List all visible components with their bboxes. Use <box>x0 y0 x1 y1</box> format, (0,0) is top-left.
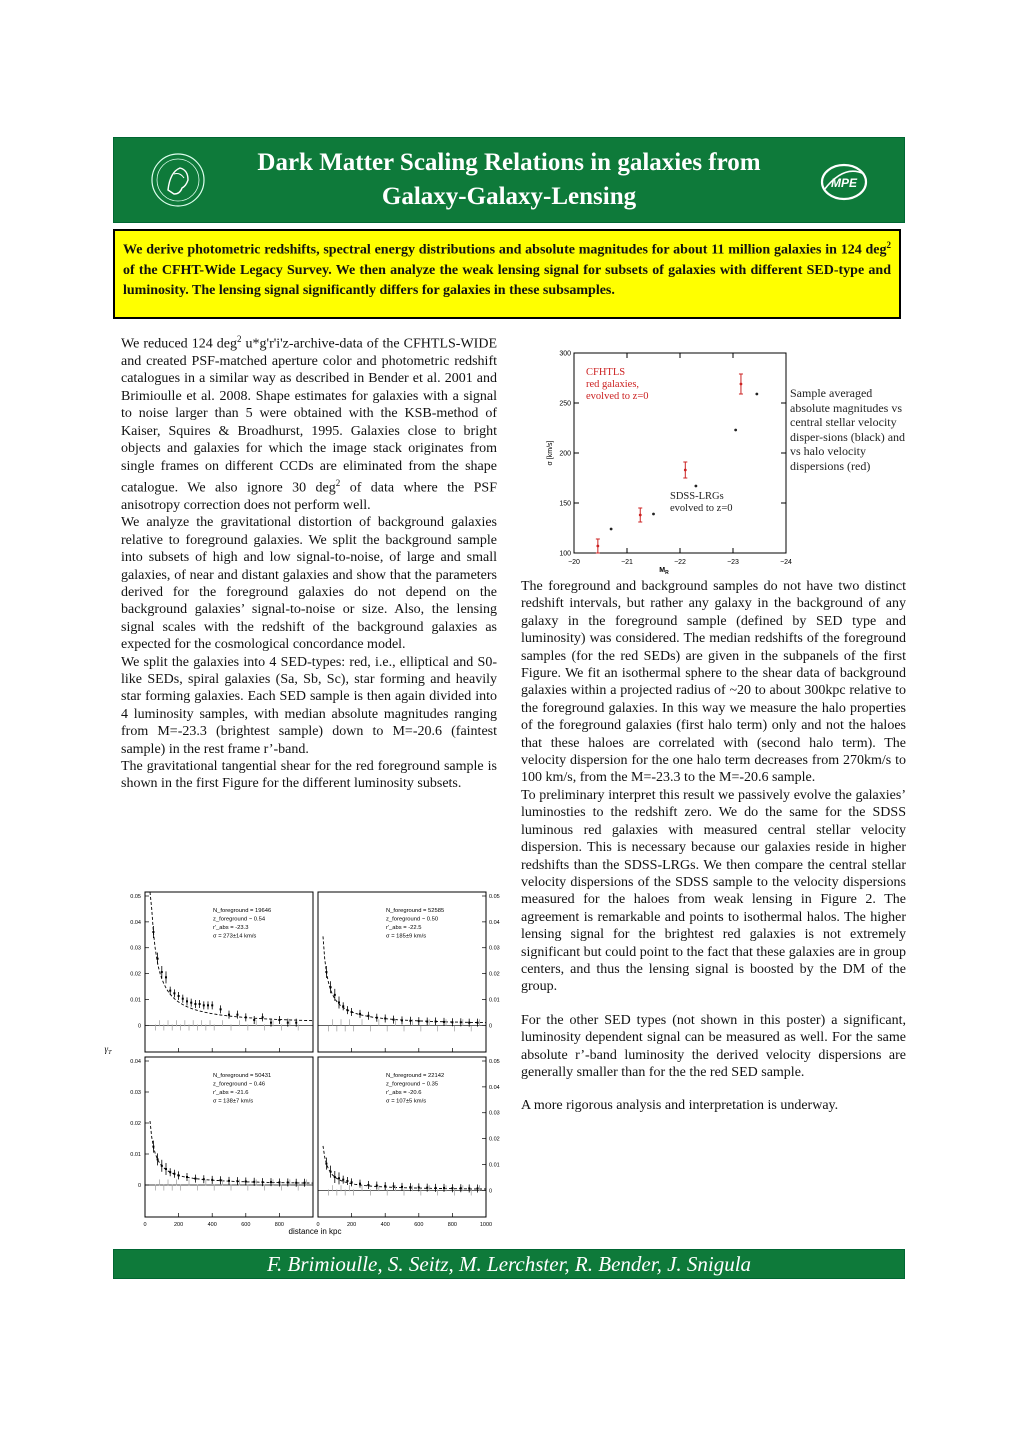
title-line-2: Galaxy-Galaxy-Lensing <box>381 183 637 210</box>
fig1-point <box>338 1177 340 1179</box>
fig2-xtick-label: −21 <box>621 559 633 566</box>
fig1-point <box>346 1009 348 1011</box>
left-paragraph-2: We analyze the gravitational distortion of background galaxies relative to foreground galaxies. We split the background sample into subsets of high and low signal-to-noise, of large and small galaxies, of near and distant galaxies and show that the parameters derived for the foreground galaxies do not depend on the background galaxies’ signal-to-noise or size. Also, the lensing signal scales with the redshift of the background galaxies as expected for the cosmological concordance model. <box>121 515 497 653</box>
fig1-xtick-label: 1000 <box>479 1222 493 1228</box>
fig1-point <box>169 1171 171 1173</box>
fig2-xlabel-sub: R <box>665 570 669 576</box>
fig1-point <box>236 1014 238 1016</box>
fig1-ytick-right-label: 0.02 <box>489 971 500 978</box>
fig1-panel-1 <box>130 892 313 1052</box>
abstract-text-b: of the CFHT-Wide Legacy Survey. We then analyze the weak lensing signal for subsets of galaxies with different SED-type and luminosity. The lensing signal significantly differs for galaxies in these subsamples. <box>123 262 891 298</box>
shear-profile-chart <box>100 882 520 1238</box>
fig2-point-cfhtls <box>684 469 687 472</box>
fig1-point <box>426 1187 428 1189</box>
fig1-xlabel: distance in kpc <box>288 1227 342 1236</box>
fig1-panel-2 <box>318 892 500 1052</box>
fig1-xtick-label: 400 <box>380 1222 390 1228</box>
fig1-point <box>468 1187 470 1189</box>
fig1-xtick-label: 400 <box>207 1222 217 1228</box>
fig1-point <box>443 1021 445 1023</box>
fig1-point <box>157 1158 159 1160</box>
fig1-point <box>270 1181 272 1183</box>
fig1-ytick-label: 0.01 <box>130 997 141 1004</box>
fig1-point <box>228 1180 230 1182</box>
abstract-box <box>113 229 901 319</box>
fig2-labels <box>547 351 792 577</box>
fig1-info-line: N_foreground = 19646 <box>213 908 272 914</box>
mpe-logo-icon <box>818 160 870 204</box>
fig1-point <box>330 1171 332 1173</box>
left-paragraph-3: We split the galaxies into 4 SED-types: red, i.e., elliptical and S0-like SEDs, spiral galaxies (Sa, Sb, Sc), star forming and heavily star forming galaxies. Each SED sample is then again divided into 4 luminosity samples, with median absolute magnitudes ranging from M=-23.3 (brightest sample) down to M=-20.6 (faintest sample) in the rest frame r’-band. <box>121 654 497 757</box>
left-p1-b: u*g'r'i'z-archive-data of the CFHTLS-WIDE and created PSF-matched aperture color and photometric redshift catalogues in a similar way as described in Bender et al. 2001 and Brimioulle et al. 2008. Shape estimates for galaxies with a signal to noise larger than 5 were obtained with the KSB-method of Kaiser, Squires & Broadhurst, 1995. Galaxies close to bright objects and galaxies for which the image stack originates from single frames on different CCDs are eliminated from the shape catalogue. We also ignore 30 deg <box>121 336 497 496</box>
fig1-point <box>203 1004 205 1006</box>
fig1-point <box>376 1185 378 1187</box>
fig2-xtick-label: −23 <box>727 559 739 566</box>
fig1-point <box>426 1021 428 1023</box>
fig1-point <box>393 1185 395 1187</box>
fig1-point <box>253 1019 255 1021</box>
fig1-point <box>262 1181 264 1183</box>
fig1-point <box>451 1021 453 1023</box>
fig1-ytick-label: 0.03 <box>130 1090 141 1096</box>
fig1-point <box>270 1022 272 1024</box>
fig2-annotation-black: evolved to z=0 <box>670 503 733 514</box>
fig2-xlabel: $M_R$ <box>659 567 669 576</box>
fig2-annotation-red: evolved to z=0 <box>586 391 649 402</box>
fig1-point <box>152 931 154 933</box>
fig1-xtick-label: 600 <box>414 1222 424 1228</box>
fig2-caption: Sample averaged absolute magnitudes vs central stellar velocity disper-sions (black) and vs halo velocity dispersions (red) <box>790 386 906 473</box>
fig1-info-line: z_foreground ~ 0.50 <box>386 916 439 923</box>
fig1-ytick-right-label: 0.01 <box>489 997 500 1004</box>
fig1-xtick-label: 200 <box>174 1222 184 1228</box>
left-column <box>121 331 497 793</box>
fig1-point <box>330 986 332 988</box>
fig1-point <box>435 1021 437 1023</box>
fig1-info-line: σ = 273±14 km/s <box>213 933 257 940</box>
fig2-ytick-label: 100 <box>559 550 571 558</box>
fig1-ylabel: $\gamma_T$ <box>104 1044 112 1056</box>
fig1-ytick-label: 0.04 <box>130 919 141 926</box>
fig1-point <box>236 1180 238 1182</box>
poster-header <box>113 137 905 223</box>
fig1-ytick-right-label: 0.05 <box>489 1059 500 1065</box>
fig1-point <box>169 990 171 992</box>
fig1-ytick-right-label: 0.01 <box>489 1162 500 1169</box>
fig2-xtick-label: −20 <box>568 559 580 566</box>
fig1-point <box>228 1014 230 1016</box>
fig1-point <box>190 1002 192 1004</box>
fig1-point <box>451 1187 453 1189</box>
fig1-ytick-label: 0 <box>137 1183 141 1189</box>
fig2-ytick-label: 250 <box>559 400 571 408</box>
fig1-point <box>338 1001 340 1003</box>
fig2-xtick-label: −24 <box>780 559 792 566</box>
fig2-annotation-red: CFHTLS <box>586 367 626 378</box>
fig1-info-line: z_foreground ~ 0.35 <box>386 1081 439 1088</box>
fig1-point <box>173 992 175 994</box>
fig1-point <box>165 1168 167 1170</box>
fig1-point <box>173 1173 175 1175</box>
abstract-sup: 2 <box>886 240 891 250</box>
fig2-point-sdss <box>610 528 613 531</box>
fig1-ytick-label: 0.04 <box>130 1059 141 1065</box>
fig1-point <box>334 994 336 996</box>
fig2-annotation-black: SDSS-LRGs <box>670 491 724 502</box>
fig1-point <box>203 1178 205 1180</box>
fig1-panels <box>105 892 500 1236</box>
left-p1-sup1: 2 <box>237 334 242 344</box>
fig2-point-sdss <box>695 485 698 488</box>
fig1-info-line: σ = 107±5 km/s <box>386 1098 427 1105</box>
fig1-point <box>304 1182 306 1184</box>
fig1-point <box>334 1176 336 1178</box>
left-p1-sup2: 2 <box>335 477 341 488</box>
fig1-point <box>245 1016 247 1018</box>
fig1-point <box>468 1022 470 1024</box>
fig1-point <box>207 1004 209 1006</box>
fig1-point <box>359 1183 361 1185</box>
fig1-panel-3 <box>130 1057 313 1228</box>
title-line-1: Dark Matter Scaling Relations in galaxies from <box>257 149 761 176</box>
fig1-point <box>278 1181 280 1183</box>
right-paragraph-2: To preliminary interpret this result we passively evolve the galaxies’ luminosties to the redshift zero. We do the same for the SDSS luminous red galaxies with measured central stellar velocity dispersion. This is necessary because our galaxies reside in higher redshifts than the SDSS-LRGs. We then compare the central stellar velocity dispersions of the SDSS sample to the velocity dispersions measured for the haloes from weak lensing in Figure 2. The agreement is remarkable and points to isothermal halos. The higher lensing signal for the brightest red galaxies is not extremely significant but could point to the fact that these galaxies are in group centers, and thus the lensing signal is boosted by the DM of the group. <box>521 787 906 995</box>
fig1-point <box>287 1181 289 1183</box>
fig1-info-line: σ = 185±9 km/s <box>386 933 427 940</box>
fig1-point <box>194 1003 196 1005</box>
fig1-point <box>157 958 159 960</box>
fig1-ytick-right-label: 0.04 <box>489 1084 500 1091</box>
fig1-xtick-label: 800 <box>447 1222 457 1228</box>
fig1-point <box>367 1184 369 1186</box>
fig1-ytick-right-label: 0 <box>489 1023 493 1030</box>
fig1-point <box>325 971 327 973</box>
fig1-point <box>295 1182 297 1184</box>
right-paragraph-4: A more rigorous analysis and interpretation is underway. <box>521 1098 839 1114</box>
fig1-info-line: N_foreground = 22142 <box>386 1073 445 1079</box>
fig1-point <box>178 995 180 997</box>
fig1-ytick-right-label: 0.04 <box>489 919 500 926</box>
fig1-point <box>443 1187 445 1189</box>
left-paragraph-1 <box>121 331 497 514</box>
fig1-point <box>346 1180 348 1182</box>
fig1-point <box>351 1011 353 1013</box>
fig1-info-line: r'_abs = -21.6 <box>213 1090 249 1096</box>
fig1-xtick-label: 600 <box>241 1222 251 1228</box>
fig2-xtick-label: −22 <box>674 559 686 566</box>
fig1-point <box>418 1186 420 1188</box>
fig1-point <box>384 1185 386 1187</box>
fig1-ytick-right-label: 0.05 <box>489 894 500 900</box>
fig1-ytick-label: 0.03 <box>130 945 141 952</box>
fig2-point-cfhtls <box>639 514 642 517</box>
fig1-point <box>460 1021 462 1023</box>
fig1-point <box>278 1019 280 1021</box>
fig1-point <box>401 1019 403 1021</box>
fig1-info-line: z_foreground ~ 0.46 <box>213 1081 266 1088</box>
fig1-point <box>477 1022 479 1024</box>
fig1-point <box>460 1187 462 1189</box>
fig1-ylabel-sub: T <box>108 1050 112 1056</box>
fig1-point <box>367 1015 369 1017</box>
fig1-point <box>199 1003 201 1005</box>
fig1-point <box>220 1179 222 1181</box>
fig1-point <box>178 1174 180 1176</box>
fig1-ytick-label: 0.02 <box>130 1121 141 1127</box>
fig2-point-cfhtls <box>596 545 599 548</box>
fig2-ytick-label: 200 <box>559 450 571 458</box>
right-paragraph-3: For the other SED types (not shown in this poster) a significant, luminosity dependent signal can be measured as well. For the same absolute r’-band luminosity the derived velocity dispersions are generally smaller than for the the red SED sample. <box>521 1012 906 1080</box>
fig1-point <box>253 1181 255 1183</box>
fig1-point <box>161 1165 163 1167</box>
fig1-ytick-label: 0.02 <box>130 971 141 978</box>
fig2-ylabel: σ [km/s] <box>547 440 554 466</box>
fig1-xtick-label: 200 <box>347 1222 357 1228</box>
right-column <box>521 578 906 1115</box>
fig1-point <box>161 971 163 973</box>
fig1-point <box>342 1005 344 1007</box>
fig1-point <box>165 976 167 978</box>
fig2-ytick-label: 300 <box>559 350 571 358</box>
mpe-logo-text: MPE <box>830 176 858 190</box>
fig1-panel-4 <box>316 1057 499 1228</box>
fig1-point <box>409 1186 411 1188</box>
fig1-info-line: r'_abs = -23.3 <box>213 925 249 931</box>
right-paragraph-1: The foreground and background samples do not have two distinct redshift intervals, but rather any galaxy in the background of any galaxy in the foreground sample (defined by SED type and luminosity) was considered. The median redshifts of the foreground samples (for the red SEDs) are given in the subpanels of the first Figure. We fit an isothermal sphere to the shear data of background galaxies within a projected radius of ~20 to about 300kpc relative to the foreground galaxies. In this way we measure the halo properties of the foreground galaxies (first halo term) only and not the haloes that these haloes are correlated with (second halo term). The velocity dispersion for the one halo term decreases from 270km/s to 100 km/s, from the M=-23.3 to the M=-20.6 sample. <box>521 579 906 786</box>
velocity-dispersion-chart <box>540 343 790 575</box>
fig1-point <box>295 1022 297 1024</box>
fig1-point <box>220 1008 222 1010</box>
fig2-point-sdss <box>734 429 737 432</box>
fig1-point <box>359 1013 361 1015</box>
fig1-ytick-label: 0.01 <box>130 1152 141 1158</box>
fig1-ytick-right-label: 0.03 <box>489 945 500 952</box>
abstract-text-a: We derive photometric redshifts, spectral energy distributions and absolute magnitudes for about 11 million galaxies in 124 deg <box>123 242 887 258</box>
fig1-point <box>376 1017 378 1019</box>
fig2-point-cfhtls <box>740 383 743 386</box>
fig1-point <box>418 1020 420 1022</box>
fig1-point <box>287 1022 289 1024</box>
fig1-info-line: N_foreground = 52585 <box>386 908 445 914</box>
fig1-info-line: z_foreground ~ 0.54 <box>213 916 266 923</box>
fig1-info-line: r'_abs = -22.5 <box>386 925 422 931</box>
left-paragraph-4: The gravitational tangential shear for the red foreground sample is shown in the first Figure for the different luminosity subsets. <box>121 759 497 792</box>
fig1-info-line: N_foreground = 50431 <box>213 1073 272 1079</box>
fig1-point <box>182 998 184 1000</box>
fig1-point <box>477 1187 479 1189</box>
fig1-ytick-right-label: 0.03 <box>489 1110 500 1117</box>
fig1-point <box>435 1187 437 1189</box>
fig1-ytick-right-label: 0.02 <box>489 1136 500 1143</box>
fig1-point <box>186 1176 188 1178</box>
fig1-point <box>211 1004 213 1006</box>
fig1-point <box>351 1181 353 1183</box>
fig1-xtick-label: 0 <box>143 1222 147 1228</box>
fig1-ytick-label: 0 <box>137 1023 141 1030</box>
fig2-point-sdss <box>755 393 758 396</box>
left-p1-c: of data where the PSF anisotropy correction does not perform well. <box>121 480 497 513</box>
fig1-point <box>194 1178 196 1180</box>
fig1-point <box>325 1163 327 1165</box>
fig2-ytick-label: 150 <box>559 500 571 508</box>
authors-footer: F. Brimioulle, S. Seitz, M. Lerchster, R. Bender, J. Snigula <box>113 1249 905 1279</box>
fig1-point <box>186 1000 188 1002</box>
fig1-point <box>211 1179 213 1181</box>
fig1-ytick-right-label: 0 <box>489 1188 493 1195</box>
fig1-info-line: r'_abs = -20.6 <box>386 1090 422 1096</box>
fig1-info-line: σ = 138±7 km/s <box>213 1098 254 1105</box>
fig1-ytick-label: 0.05 <box>130 894 141 900</box>
fig1-point <box>262 1016 264 1018</box>
fig1-xtick-label: 800 <box>274 1222 284 1228</box>
fig2-point-sdss <box>652 513 655 516</box>
poster-title <box>184 146 834 214</box>
fig1-point <box>409 1020 411 1022</box>
fig1-point <box>245 1180 247 1182</box>
left-p1-a: We reduced 124 deg <box>121 336 237 352</box>
fig1-point <box>384 1017 386 1019</box>
fig1-point <box>401 1186 403 1188</box>
fig1-point <box>152 1146 154 1148</box>
fig1-point <box>342 1179 344 1181</box>
fig2-annotation-red: red galaxies, <box>586 379 640 390</box>
fig1-point <box>393 1019 395 1021</box>
fig1-xtick-label: 0 <box>316 1222 320 1228</box>
